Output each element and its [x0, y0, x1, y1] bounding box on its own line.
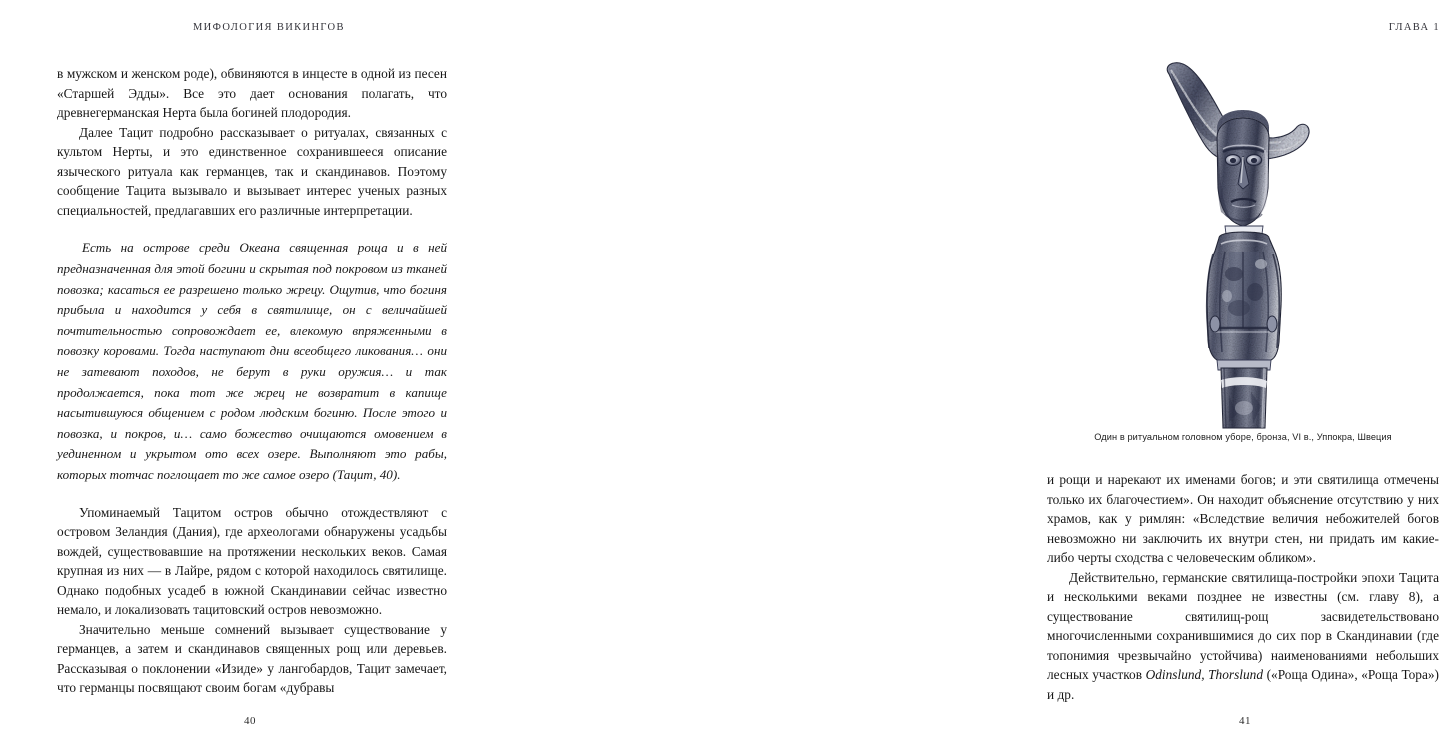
running-head-right: ГЛАВА 1	[1388, 22, 1440, 33]
bronze-figurine-illustration	[1133, 56, 1348, 428]
block-quote-text: Есть на острове среди Океана священная роща и в ней предназначенная для этой богини и скрытая под покровом из тканей повозка; касаться ее разрешено только жрецу. Ощутив, что богиня прибыла и находится у себя в святилище, он с величайшей почтительностью сопровождает ее, влекомую впряженными в повозку коровами. Тогда наступают дни всеобщего ликования… они не затевают походов, не берут в руки оружия… и так продолжается, пока тот же жрец не возвратит в капище насытившуюся общением с родом людским богиню. После этого и повозка, и покров, и… само божество очищаются омовением в уединенном и укрытом ото всех озере. Выполняют это рабы, которых тотчас поглощает то же самое озеро (Тацит, 40).	[57, 240, 447, 482]
figure-bronze-figurine	[1047, 56, 1439, 451]
page-right	[500, 0, 1440, 751]
right-page-text-column	[1047, 470, 1439, 705]
figure-caption: Один в ритуальном головном уборе, бронза, VI в., Уппокра, Швеция	[1094, 432, 1392, 442]
figure-image	[1047, 56, 1439, 428]
running-head-left: МИФОЛОГИЯ ВИКИНГОВ	[193, 22, 345, 33]
paragraph: в мужском и женском роде), обвиняются в инцесте в одной из песен «Старшей Эдды». Все это дает основания полагать, что древнегерманская Нерта была богиней плодородия.	[57, 66, 447, 121]
paragraph	[1047, 568, 1439, 705]
paragraph: Далее Тацит подробно рассказывает о ритуалах, связанных с культом Нерты, и это единственное сохранившееся описание языческого ритуала как германцев, так и скандинавов. Поэтому сообщение Тацита вызывало и вызывает интерес ученых разных специальностей, предлагавших его различные интерпретации.	[57, 124, 447, 218]
figurine-shaft	[1221, 368, 1267, 428]
paragraph-tail: («Роща Одина», «Роща Тора») и др.	[1047, 667, 1439, 703]
figurine-head	[1217, 118, 1269, 226]
paragraph: Значительно меньше сомнений вызывает существование у германцев, а затем и скандинавов священных рощ или деревьев. Рассказывая о поклонении «Изиде» у лангобардов, Тацит замечает, что германцы посвящают своим богам «дубравы	[57, 621, 447, 696]
paragraph: Упоминаемый Тацитом остров обычно отождествляют с островом Зеландия (Дания), где археологами обнаружены усадьбы вождей, существовавшие на протяжении нескольких веков. Самая крупная из них — в Лайре, рядом с которой находилось святилище. Однако подобных усадеб в южной Скандинавии сейчас известно немало, и локализовать тацитовский остров невозможно.	[57, 504, 447, 618]
left-page-text-column	[57, 64, 447, 698]
page-left	[0, 0, 500, 751]
paragraph: и рощи и нарекают их именами богов; и эти святилища отмечены только их благочестием». Он находит объяснение отсутствию у них храмов, как у римлян: «Вследствие величия небожителей богов невозможно ни заключить их внутри стен, ни придать им какие-либо черты сходства с человеческим обликом».	[1047, 472, 1439, 566]
page-number-right: 41	[1239, 715, 1251, 727]
block-quote-tacitus	[57, 238, 447, 485]
paragraph-lead: Действительно, германские святилища-постройки эпохи Тацита и несколькими веками позднее не известны (см. главу 8), а существование святилищ-рощ засвидетельствовано многочисленными сохранившимися до сих пор в Скандинавии (где топонимия чрезвычайно устойчива) наименованиями небольших лесных участков	[1047, 569, 1439, 683]
figurine-torso	[1207, 232, 1282, 360]
toponym-italic: Odinslund, Thorslund	[1145, 667, 1263, 683]
page-number-left: 40	[244, 715, 256, 727]
